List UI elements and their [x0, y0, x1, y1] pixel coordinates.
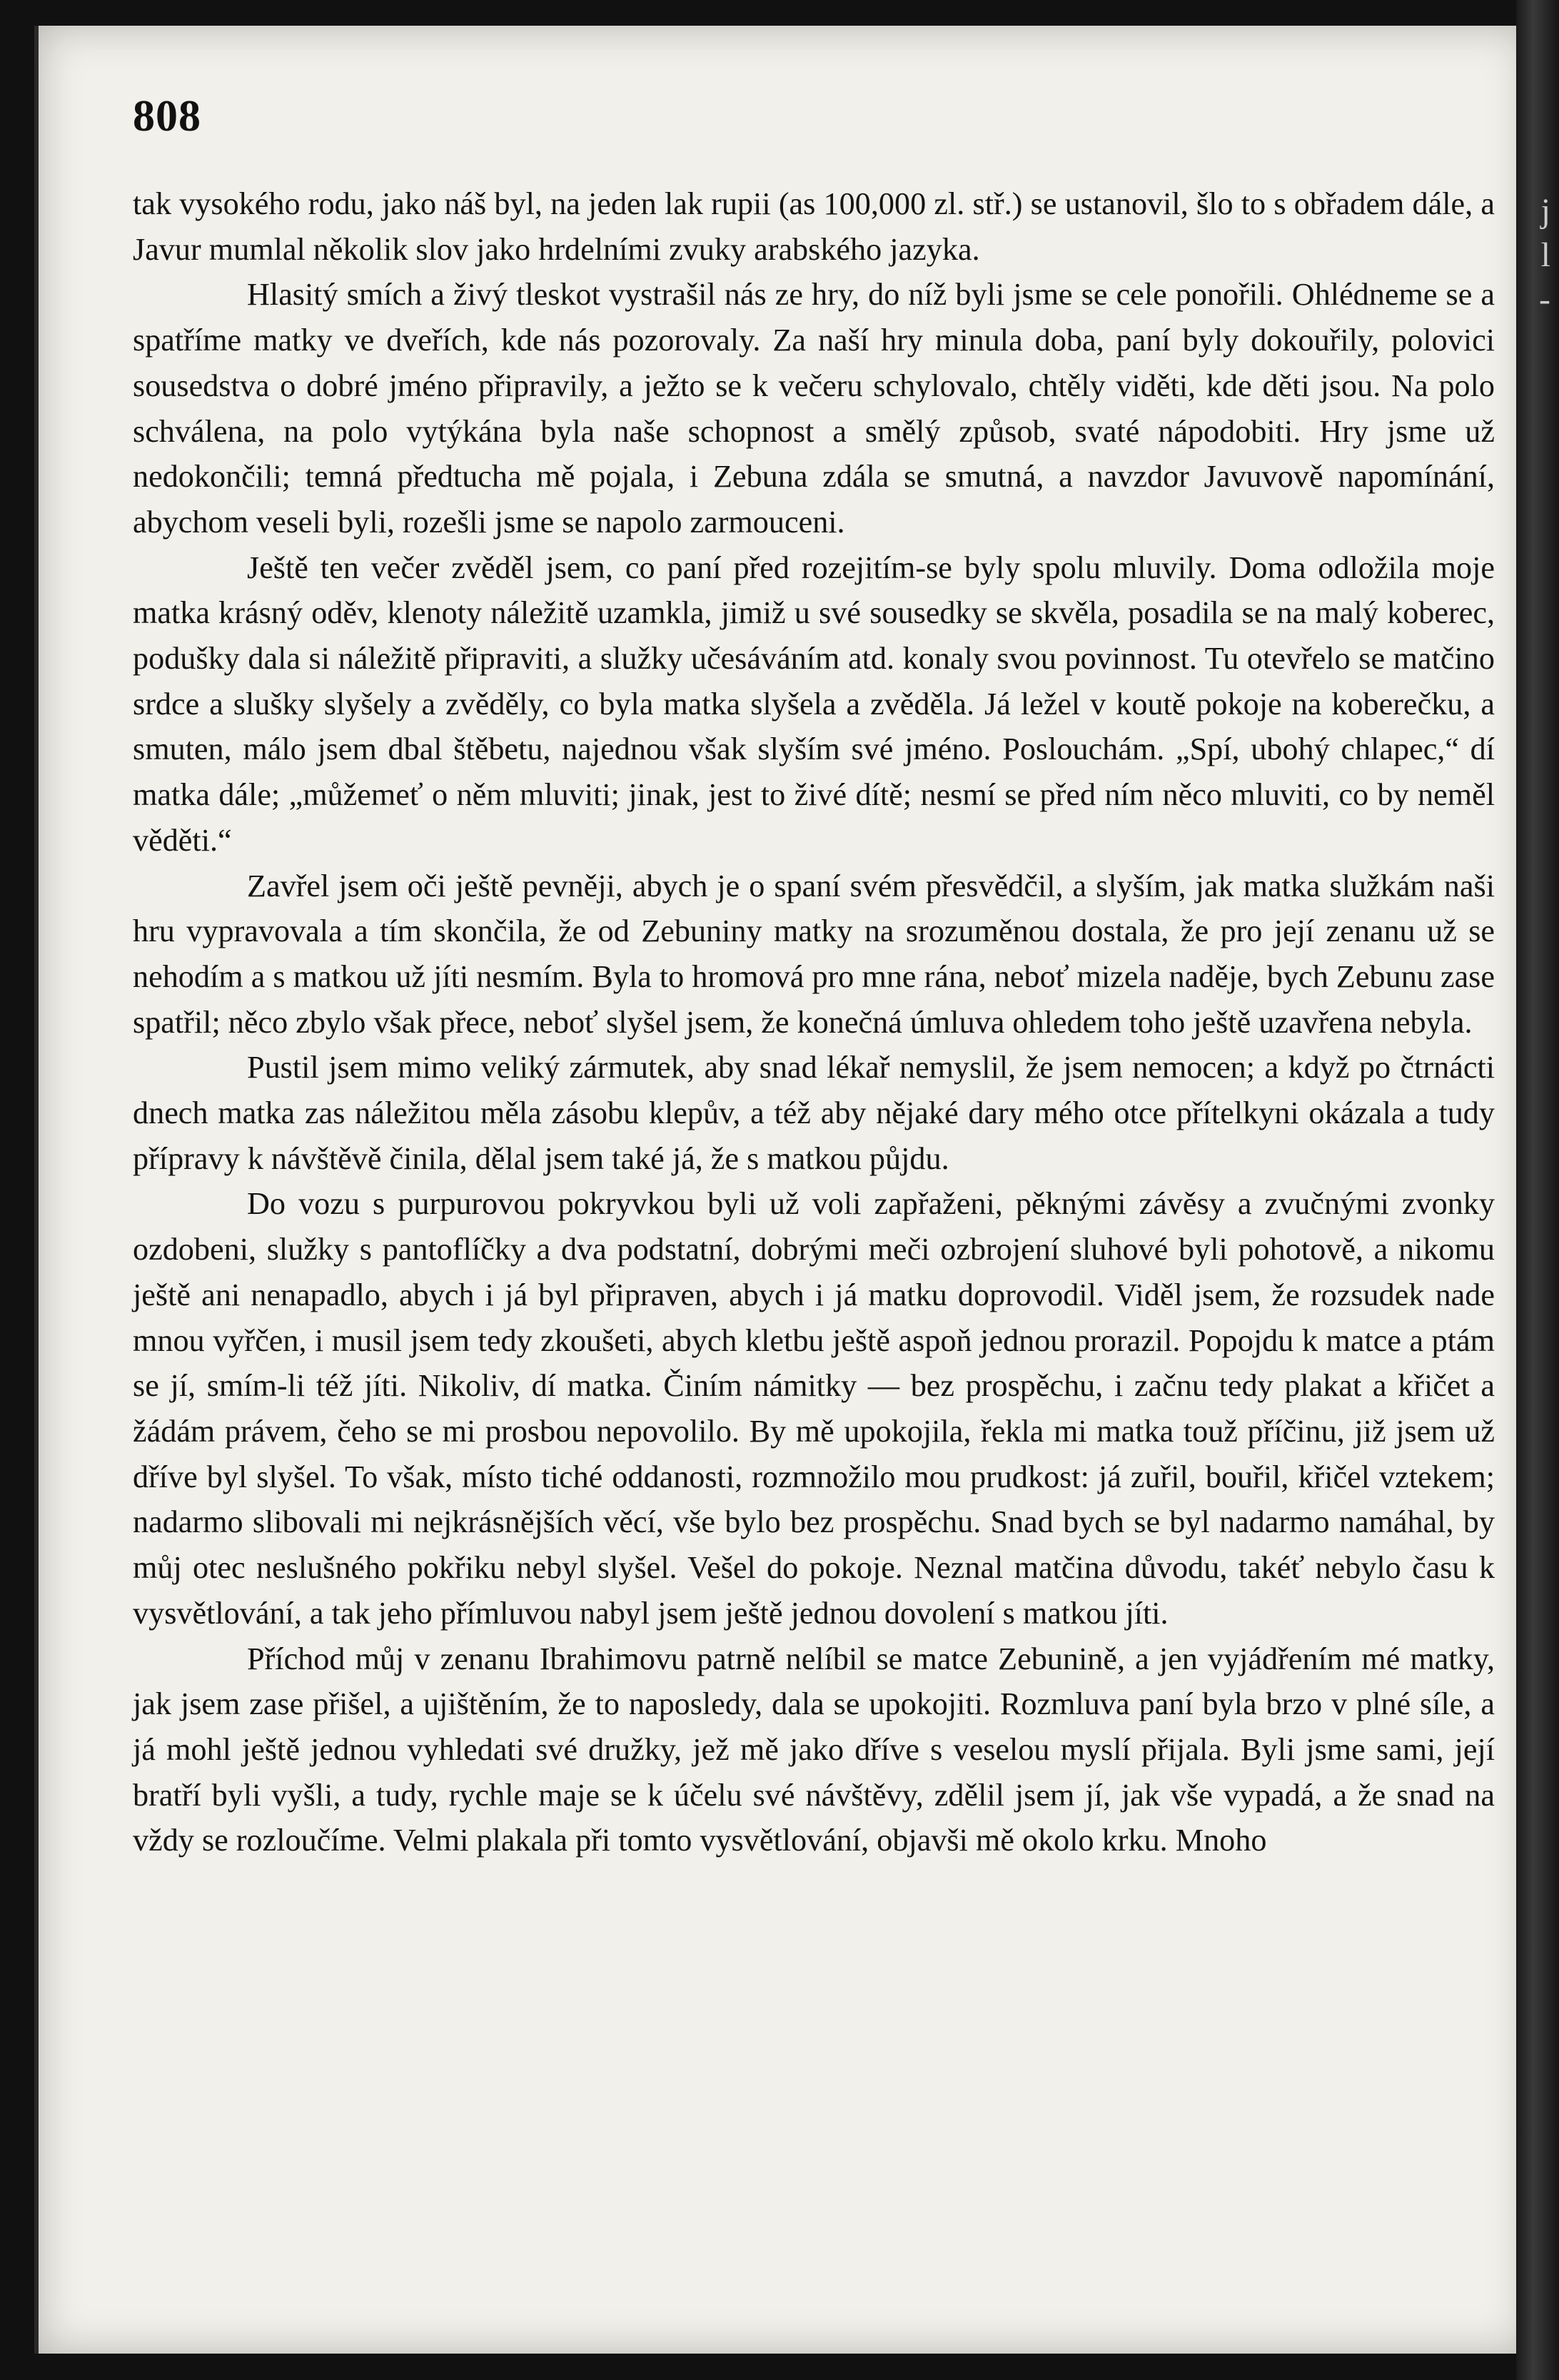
- paragraph-7: Příchod můj v zenanu Ibrahimovu patrně nelíbil se matce Zebunině, a jen vyjádřením mé matky, jak jsem zase přišel, a ujištěním, že to naposledy, dala se upokojiti. Rozmluva paní byla brzo v plné síle, a já mohl ještě jednou vyhledati své družky, jež mě jako dříve s veselou myslí přijala. Byli jsme sami, její bratří byli vyšli, a tudy, rychle maje se k účelu své návštěvy, zdělil jsem jí, jak vše vypadá, a že snad na vždy se rozloučíme. Velmi plakala při tomto vysvětlování, objavši mě okolo krku. Mnoho: [133, 1641, 1495, 1858]
- paragraph-1: tak vysokého rodu, jako náš byl, na jeden lak rupii (as 100,000 zl. stř.) se ustanovil, šlo to s obřadem dále, a Javur mumlal několik slov jako hrdelními zvuky arabského jazyka.: [133, 186, 1495, 267]
- paragraph-6: Do vozu s purpurovou pokryvkou byli už voli zapřaženi, pěknými závěsy a zvučnými zvonky ozdobeni, služky s pantoflíčky a dva podstatní, dobrými meči ozbrojení sluhové byli pohotově, a nikomu ještě ani nenapadlo, abych i já byl připraven, abych i já matku doprovodil. Viděl jsem, že rozsudek nade mnou vyřčen, i musil jsem tedy zkoušeti, abych kletbu ještě aspoň jednou prorazil. Popojdu k matce a ptám se jí, smím-li též jíti. Nikoliv, dí matka. Činím námitky — bez prospěchu, i začnu tedy plakat a křičet a žádám právem, čeho se mi prosbou nepovolilo. By mě upokojila, řekla mi matka touž příčinu, již jsem už dříve byl slyšel. To však, místo tiché oddanosti, rozmnožilo mou prudkost: já zuřil, bouřil, křičel vztekem; nadarmo slibovali mi nejkrásnějších věcí, vše bylo bez prospěchu. Snad bych se byl nadarmo namáhal, by můj otec neslušného pokřiku nebyl slyšel. Vešel do pokoje. Neznal matčina důvodu, takéť nebylo času k vysvětlování, a tak jeho přímluvou nabyl jsem ještě jednou dovolení s matkou jíti.: [133, 1186, 1495, 1631]
- edge-char-3: -: [1539, 280, 1550, 318]
- page-number: 808: [133, 92, 201, 141]
- edge-char-2: l: [1540, 236, 1550, 274]
- edge-char-1: j: [1540, 192, 1550, 230]
- book-page: [34, 26, 1529, 2354]
- adjacent-page-edge: [1516, 0, 1559, 2380]
- body-text: [133, 181, 1495, 1863]
- paragraph-5: Pustil jsem mimo veliký zármutek, aby snad lékař nemyslil, že jsem nemocen; a když po čtrnácti dnech matka zas náležitou měla zásobu klepův, a též aby nějaké dary mého otce přítelkyni okázala a tudy přípravy k návštěvě činila, dělal jsem také já, že s matkou půjdu.: [133, 1050, 1495, 1176]
- paragraph-4: Zavřel jsem oči ještě pevněji, abych je o spaní svém přesvědčil, a slyším, jak matka služkám naši hru vypravovala a tím skončila, že od Zebuniny matky na srozuměnou dostala, že pro její zenanu už se nehodím a s matkou už jíti nesmím. Byla to hromová pro mne rána, neboť mizela naděje, bych Zebunu zase spatřil; něco zbylo však přece, neboť slyšel jsem, že konečná úmluva ohledem toho ještě uzavřena nebyla.: [133, 868, 1495, 1040]
- paragraph-3: Ještě ten večer zvěděl jsem, co paní před rozejitím-se byly spolu mluvily. Doma odložila moje matka krásný oděv, klenoty náležitě uzamkla, jimiž u své sousedky se skvěla, posadila se na malý koberec, podušky dala si náležitě připraviti, a služky učesáváním atd. konaly svou povinnost. Tu otevřelo se matčino srdce a slušky slyšely a zvěděly, co byla matka slyšela a zvěděla. Já ležel v koutě pokoje na koberečku, a smuten, málo jsem dbal štěbetu, najednou však slyším své jméno. Poslouchám. „Spí, ubohý chlapec,“ dí matka dále; „můžemeť o něm mluviti; jinak, jest to živé dítě; nesmí se před ním něco mluviti, co by neměl věděti.“: [133, 550, 1495, 858]
- paragraph-2: Hlasitý smích a živý tleskot vystrašil nás ze hry, do níž byli jsme se cele ponořili. Ohlédneme se a spatříme matky ve dveřích, kde nás pozorovaly. Za naší hry minula doba, paní byly dokouřily, polovici sousedstva o dobré jméno připravily, a ježto se k večeru schylovalo, chtěly viděti, kde děti jsou. Na polo schválena, na polo vytýkána byla naše schopnost a smělý způsob, svaté nápodobiti. Hry jsme už nedokončili; temná předtucha mě pojala, i Zebuna zdála se smutná, a navzdor Javuvově napomínání, abychom veseli byli, rozešli jsme se napolo zarmouceni.: [133, 277, 1495, 540]
